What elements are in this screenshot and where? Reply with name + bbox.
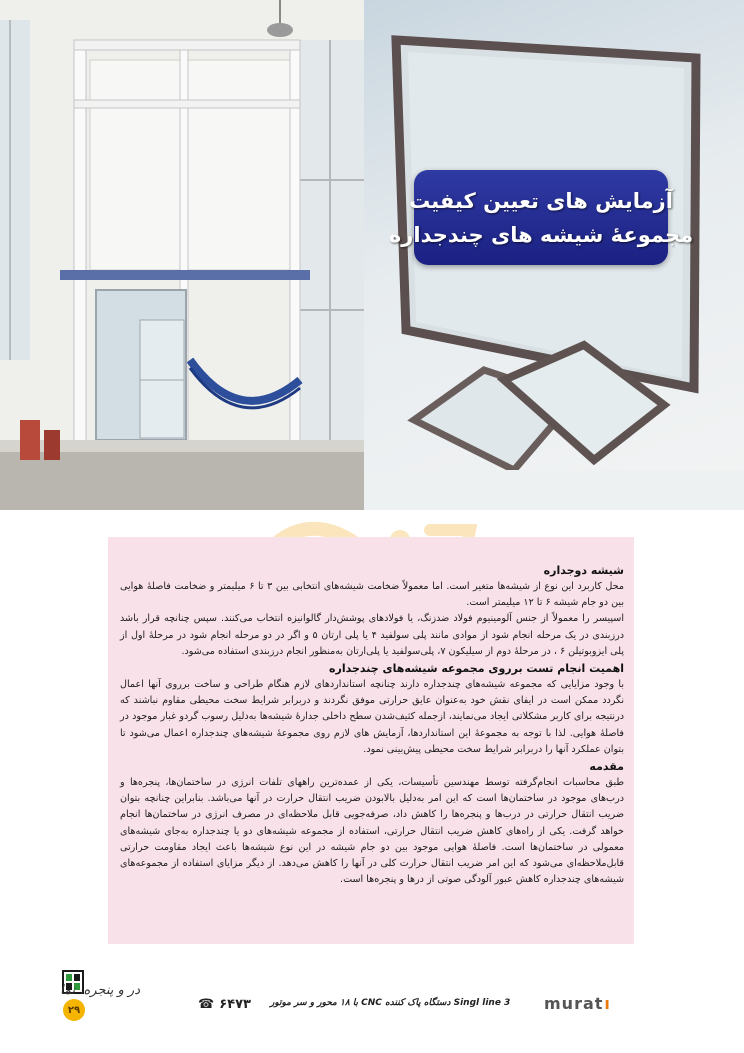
magazine-logo: در و پنجره، نما [60,983,140,998]
brand-logo [544,992,611,1014]
glass-test-rig-photo [0,0,364,510]
paragraph: طبق محاسبات انجام‌گرفته توسط مهندسین تأسیسات، یکی از عمده‌ترین راههای تلفات انرژی در ساختمان‌ها، پنجره‌ها و درب‌های موجود در ساختمان‌ها است که این امر به‌دلیل بالابودن ضریب انتقال حرارت در آنها می‌باشد. بنابراین چنانچه بتوان ضریب انتقال حرارتی در درب‌ها و پنجره‌ها را کاهش داد، صرفه‌جویی قابل ملاحظه‌ای در مصرف انرژی در ساختمان‌ها انجام خواهد گرفت. یکی از راه‌های کاهش ضریب انتقال حرارتی، استفاده از مجموعه شیشه‌های دو یا چندجداره به‌جای شیشه‌های معمولی در ساختمان‌ها است. فاصلۀ هوایی موجود بین دو جام شیشه در این نوع شیشه‌ها باعث ایجاد مقاومت حرارتی قابل‌ملاحظه‌ای می‌شود که این امر ضریب انتقال حرارت کلی در آنها را کاهش می‌دهد. از دیگر مزایای استفاده از مجموعه‌های شیشه‌های چندجداره کاهش عبور آلودگی صوتی از درها و پنجره‌ها است. [120,777,624,886]
brand-mark: ı [604,993,611,1013]
brand-name: murat [544,993,604,1013]
ad-text: Singl line 3 دستگاه پاک کننده CNC با ۱۸ محور و سر موتور [270,998,511,1008]
article-title-box [388,170,694,265]
paragraph: با وجود مزایایی که مجموعه شیشه‌های چندجداره دارند چنانچه استانداردهای لازم هنگام طراحی و ساخت برروی آنها اعمال نگردد ممکن است در ایفای نقش خود به‌عنوان عایق حرارتی موفق نگردند و دربرابر شرایط سخت محیطی مقاوم نباشند که درنتیجه برای کاربر مشکلاتی ایجاد می‌نمایند، ازجمله کثیف‌شدن سطح داخلی جدارۀ شیشه‌ها به‌دلیل رسوب گردو غبار موجود در فاصلۀ هوایی. لذا با توجه به مجموعۀ این استانداردها، آزمایش های لازم روی مجموعۀ شیشه‌های چندجداره اعمال می‌شود تا بتوان عملکرد آنها را دربرابر شرایط سخت محیطی پیش‌بینی نمود. [120,679,624,755]
section-heading-testing-importance: اهمیت انجام تست برروی مجموعه شیشه‌های چندجداره [329,662,624,676]
section-heading-double-glazing: شیشه دوجداره [543,564,624,577]
page-footer [0,960,744,1053]
article-title-line-1: آزمایش های تعیین کیفیت [409,188,673,213]
section-heading-introduction: مقدمه [589,760,624,774]
ad-phone-number: ۶۴۷۳ [219,996,251,1012]
phone-icon: ☎ [198,996,215,1012]
test-rig-illustration [0,0,364,510]
paragraph: اسپیسر را معمولاً از جنس آلومینیوم فولاد ضدزنگ، یا فولادهای پوشش‌دار گالوانیزه انتخاب می‌کنند. سپس چنانچه قرار باشد درزبندی در یک مرحله انجام شود از موادی مانند پلی سولفید ۴ یا پلی ارتان ۵ و اگر در دو مرحله انجام شود در مرحلۀ اول از پلی ایزوبوتیلن ۶ ، در مرحلۀ دوم از سیلیکون ۷، پلی‌سولفید یا پلی‌ارتان به‌منظور انجام درزبندی استفاده می‌شود. [120,613,625,657]
page-number: ۲۹ [63,999,85,1021]
article-body [120,562,624,888]
ad-phone [198,995,251,1013]
article-title-line-2: مجموعۀ شیشه های چندجداره [388,222,694,247]
paragraph: محل کاربرد این نوع از شیشه‌ها متغیر است. اما معمولاً ضخامت شیشه‌های انتخابی بین ۳ تا ۶ میلیمتر و ضخامت فاصلۀ هوایی بین دو جام شیشه ۶ تا ۱۲ میلیمتر است. [120,581,624,609]
